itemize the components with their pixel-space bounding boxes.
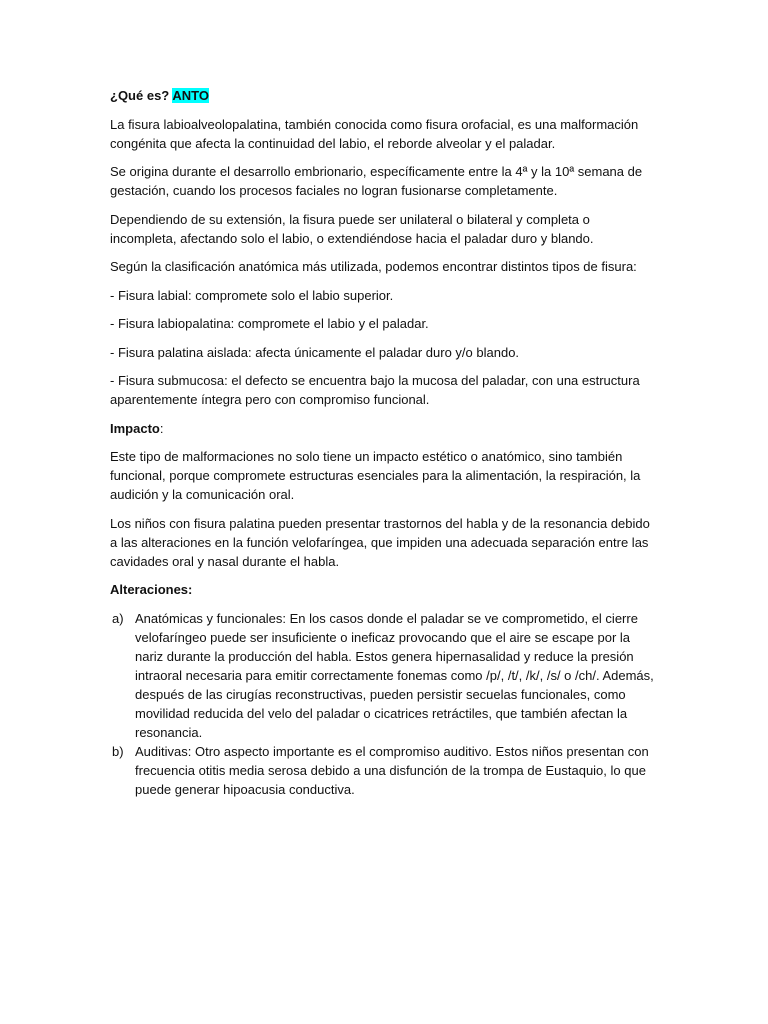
alterations-list xyxy=(110,609,658,799)
title-question: ¿Qué es? xyxy=(110,88,170,103)
title-line xyxy=(110,86,658,105)
impact-heading-line xyxy=(110,419,658,438)
alteration-item xyxy=(110,742,658,799)
fissure-type-item: - Fisura labiopalatina: compromete el labio y el paladar. xyxy=(110,316,429,331)
document-page xyxy=(110,86,658,799)
fissure-type-item: - Fisura labial: compromete solo el labio superior. xyxy=(110,287,394,303)
alteration-text: Auditivas: Otro aspecto importante es el compromiso auditivo. Estos niños presentan con frecuencia otitis media serosa debido a una disfunción de la trompa de Eustaquio, lo que puede generar hipoacusia conductiva. xyxy=(135,743,649,797)
impact-paragraph: Los niños con fisura palatina pueden presentar trastornos del habla y de la resonancia debido a las alteraciones en la función velofaríngea, que impiden una adecuada separación entre las cavidades oral y nasal durante el habla. xyxy=(110,515,650,569)
alteration-item xyxy=(110,609,658,742)
intro-paragraph: Se origina durante el desarrollo embrionario, específicamente entre la 4ª y la 10ª semana de gestación, cuando los procesos faciales no logran fusionarse completamente. xyxy=(110,164,643,198)
intro-paragraph: La fisura labioalveolopalatina, también conocida como fisura orofacial, es una malformación congénita que afecta la continuidad del labio, el reborde alveolar y el paladar. xyxy=(110,116,639,151)
title-highlight: ANTO xyxy=(172,88,209,103)
alteration-text: Anatómicas y funcionales: En los casos donde el paladar se ve comprometido, el cierre velofaríngeo puede ser insuficiente o ineficaz provocando que el aire se escape por la nariz durante la producción del habla. Estos genera hipernasalidad y reduce la presión intraoral necesaria para emitir correctamente fonemas como /p/, /t/, /k/, /s/ o /ch/. Además, después de las cirugías reconstructivas, pueden persistir secuelas funcionales, como movilidad reducida del velo del paladar o cicatrices retráctiles, que también afectan la resonancia. xyxy=(135,610,654,740)
intro-paragraph: Según la clasificación anatómica más utilizada, podemos encontrar distintos tipos de fisura: xyxy=(110,259,637,274)
alterations-heading: Alteraciones: xyxy=(110,582,193,597)
impact-colon: : xyxy=(159,420,164,436)
intro-paragraph: Dependiendo de su extensión, la fisura puede ser unilateral o bilateral y completa o incompleta, afectando solo el labio, o extendiéndose hacia el paladar duro y blando. xyxy=(110,211,594,246)
impact-paragraph: Este tipo de malformaciones no solo tiene un impacto estético o anatómico, sino también funcional, porque compromete estructuras esenciales para la alimentación, la respiración, la audición y la comunicación oral. xyxy=(110,449,641,502)
fissure-type-item: - Fisura palatina aislada: afecta únicamente el paladar duro y/o blando. xyxy=(110,344,520,360)
fissure-type-item: - Fisura submucosa: el defecto se encuentra bajo la mucosa del paladar, con una estructura aparentemente íntegra pero con compromiso funcional. xyxy=(110,373,640,407)
impact-heading: Impacto xyxy=(110,420,160,436)
alteration-marker: b) xyxy=(112,743,124,759)
alteration-marker: a) xyxy=(112,610,124,626)
